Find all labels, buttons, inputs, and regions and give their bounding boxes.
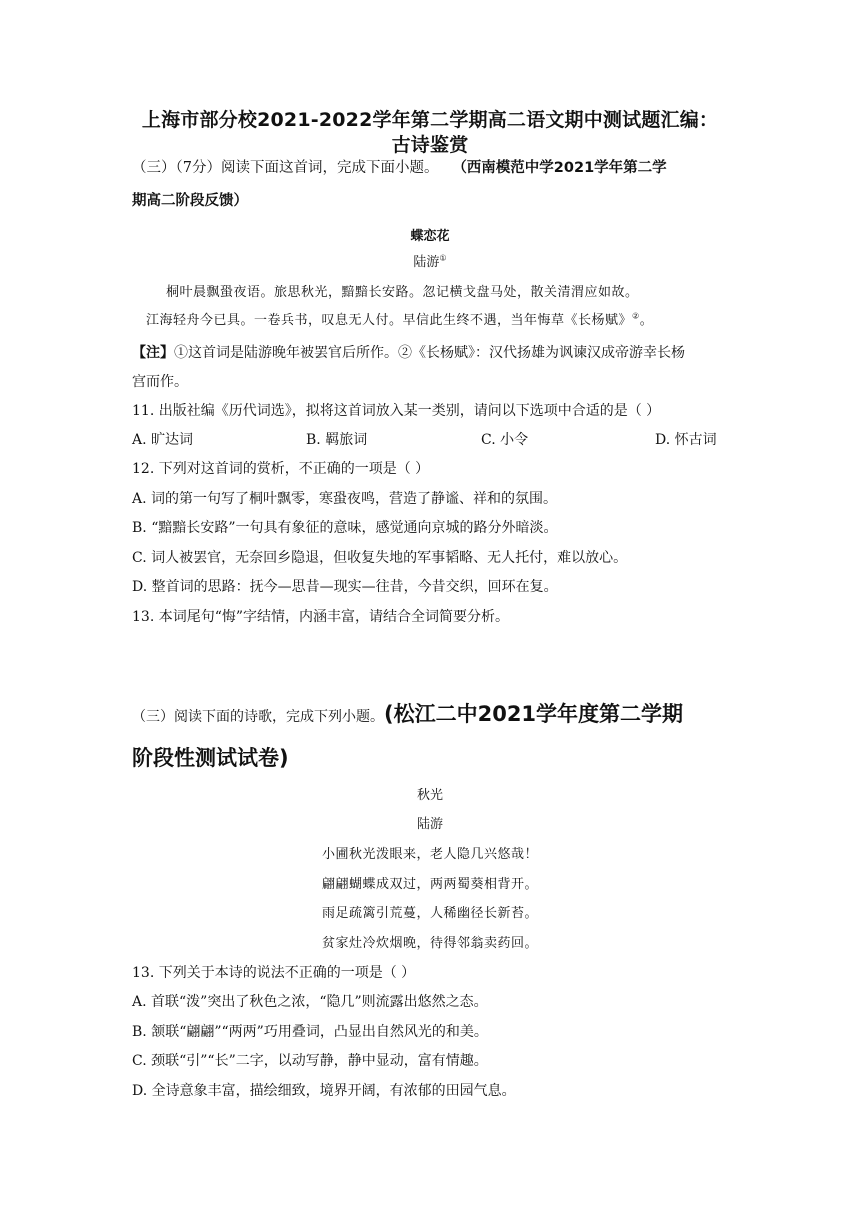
s2-q13-option-d: D. 全诗意象丰富，描绘细致，境界开阔，有浓郁的田园气息。 bbox=[132, 1083, 516, 1099]
section1-intro-line bbox=[132, 158, 732, 178]
question-13: 13. 本词尾句“悔”字结情，内涵丰富，请结合全词简要分析。 bbox=[132, 609, 510, 625]
question-12: 12. 下列对这首词的赏析，不正确的一项是（ ） bbox=[132, 461, 430, 477]
section1-note-label: 【注】 bbox=[132, 345, 174, 361]
poem2-author: 陆游 bbox=[416, 817, 443, 832]
section2-intro-line bbox=[132, 700, 732, 731]
poem1-note-mark: ② bbox=[632, 311, 640, 321]
poem1-title: 蝶恋花 bbox=[410, 229, 450, 244]
q12-option-a: A. 词的第一句写了桐叶飘零，寒蛩夜鸣，营造了静谧、祥和的氛围。 bbox=[132, 491, 558, 507]
q11-option-a: A. 旷达词 bbox=[132, 432, 194, 448]
poem1-line2: 江海轻舟今已具。一卷兵书，叹息无人付。早信此生终不遇，当年悔草《长杨赋》②。 bbox=[146, 311, 654, 328]
poem2-line4: 贫家灶冷炊烟晚，待得邻翁卖药回。 bbox=[321, 936, 538, 951]
section1-note-line1: 【注】①这首词是陆游晚年被罢官后所作。②《长杨赋》：汉代扬雄为讽谏汉成帝游幸长杨 bbox=[132, 345, 685, 361]
section2-intro: （三）阅读下面的诗歌，完成下列小题。 bbox=[132, 709, 384, 725]
poem2-line3: 雨足疏篱引荒蔓，人稀幽径长新苔。 bbox=[321, 906, 538, 921]
q11-option-c: C. 小令 bbox=[481, 432, 529, 448]
section1-note-line2: 宫而作。 bbox=[132, 374, 188, 390]
q11-option-d: D. 怀古词 bbox=[655, 432, 717, 448]
q12-option-d: D. 整首词的思路：抚今—思昔—现实—往昔，今昔交织，回环在复。 bbox=[132, 579, 558, 595]
section2-source-cont: 阶段性测试试卷) bbox=[132, 746, 289, 770]
document-title-line1: 上海市部分校2021-2022学年第二学期高二语文期中测试题汇编： bbox=[141, 109, 719, 131]
q11-option-b: B. 羁旅词 bbox=[306, 432, 368, 448]
poem1-author: 陆游 bbox=[413, 255, 440, 270]
q12-option-b: B. “黯黯长安路”一句具有象征的意味，感觉通向京城的路分外暗淡。 bbox=[132, 520, 558, 536]
s2-q13-option-c: C. 颈联“引”“长”二字，以动写静，静中显动，富有情趣。 bbox=[132, 1053, 488, 1069]
section1-source: （西南模范中学2021学年第二学 bbox=[452, 160, 667, 176]
section1-source-cont: 期高二阶段反馈） bbox=[132, 193, 248, 209]
poem1-author-note-mark: ① bbox=[439, 253, 447, 263]
question-11: 11. 出版社编《历代词选》，拟将这首词放入某一类别，请问以下选项中合适的是（ ） bbox=[132, 403, 661, 419]
document-title-line2: 古诗鉴赏 bbox=[391, 134, 469, 156]
poem2-title: 秋光 bbox=[416, 788, 443, 803]
s2-q13-option-b: B. 颔联“翩翩”“两两”巧用叠词，凸显出自然风光的和美。 bbox=[132, 1024, 488, 1040]
poem2-line1: 小圃秋光泼眼来，老人隐几兴悠哉！ bbox=[321, 847, 538, 862]
poem1-author-line bbox=[0, 253, 860, 273]
poem2-line2: 翩翩蝴蝶成双过，两两蜀葵相背开。 bbox=[321, 877, 538, 892]
section2-source: (松江二中2021学年度第二学期 bbox=[384, 702, 684, 726]
s2-q13-option-a: A. 首联“泼”突出了秋色之浓，“隐几”则流露出悠然之态。 bbox=[132, 994, 488, 1010]
section2-question-13: 13. 下列关于本诗的说法不正确的一项是（ ） bbox=[132, 965, 416, 981]
q12-option-c: C. 词人被罢官，无奈回乡隐退，但收复失地的军事韬略、无人托付，难以放心。 bbox=[132, 550, 628, 566]
section1-intro: （三）（7分）阅读下面这首词，完成下面小题。 bbox=[132, 160, 439, 176]
poem1-line1: 桐叶晨飘蛩夜语。旅思秋光，黯黯长安路。忽记横戈盘马处，散关清渭应如故。 bbox=[166, 285, 639, 300]
